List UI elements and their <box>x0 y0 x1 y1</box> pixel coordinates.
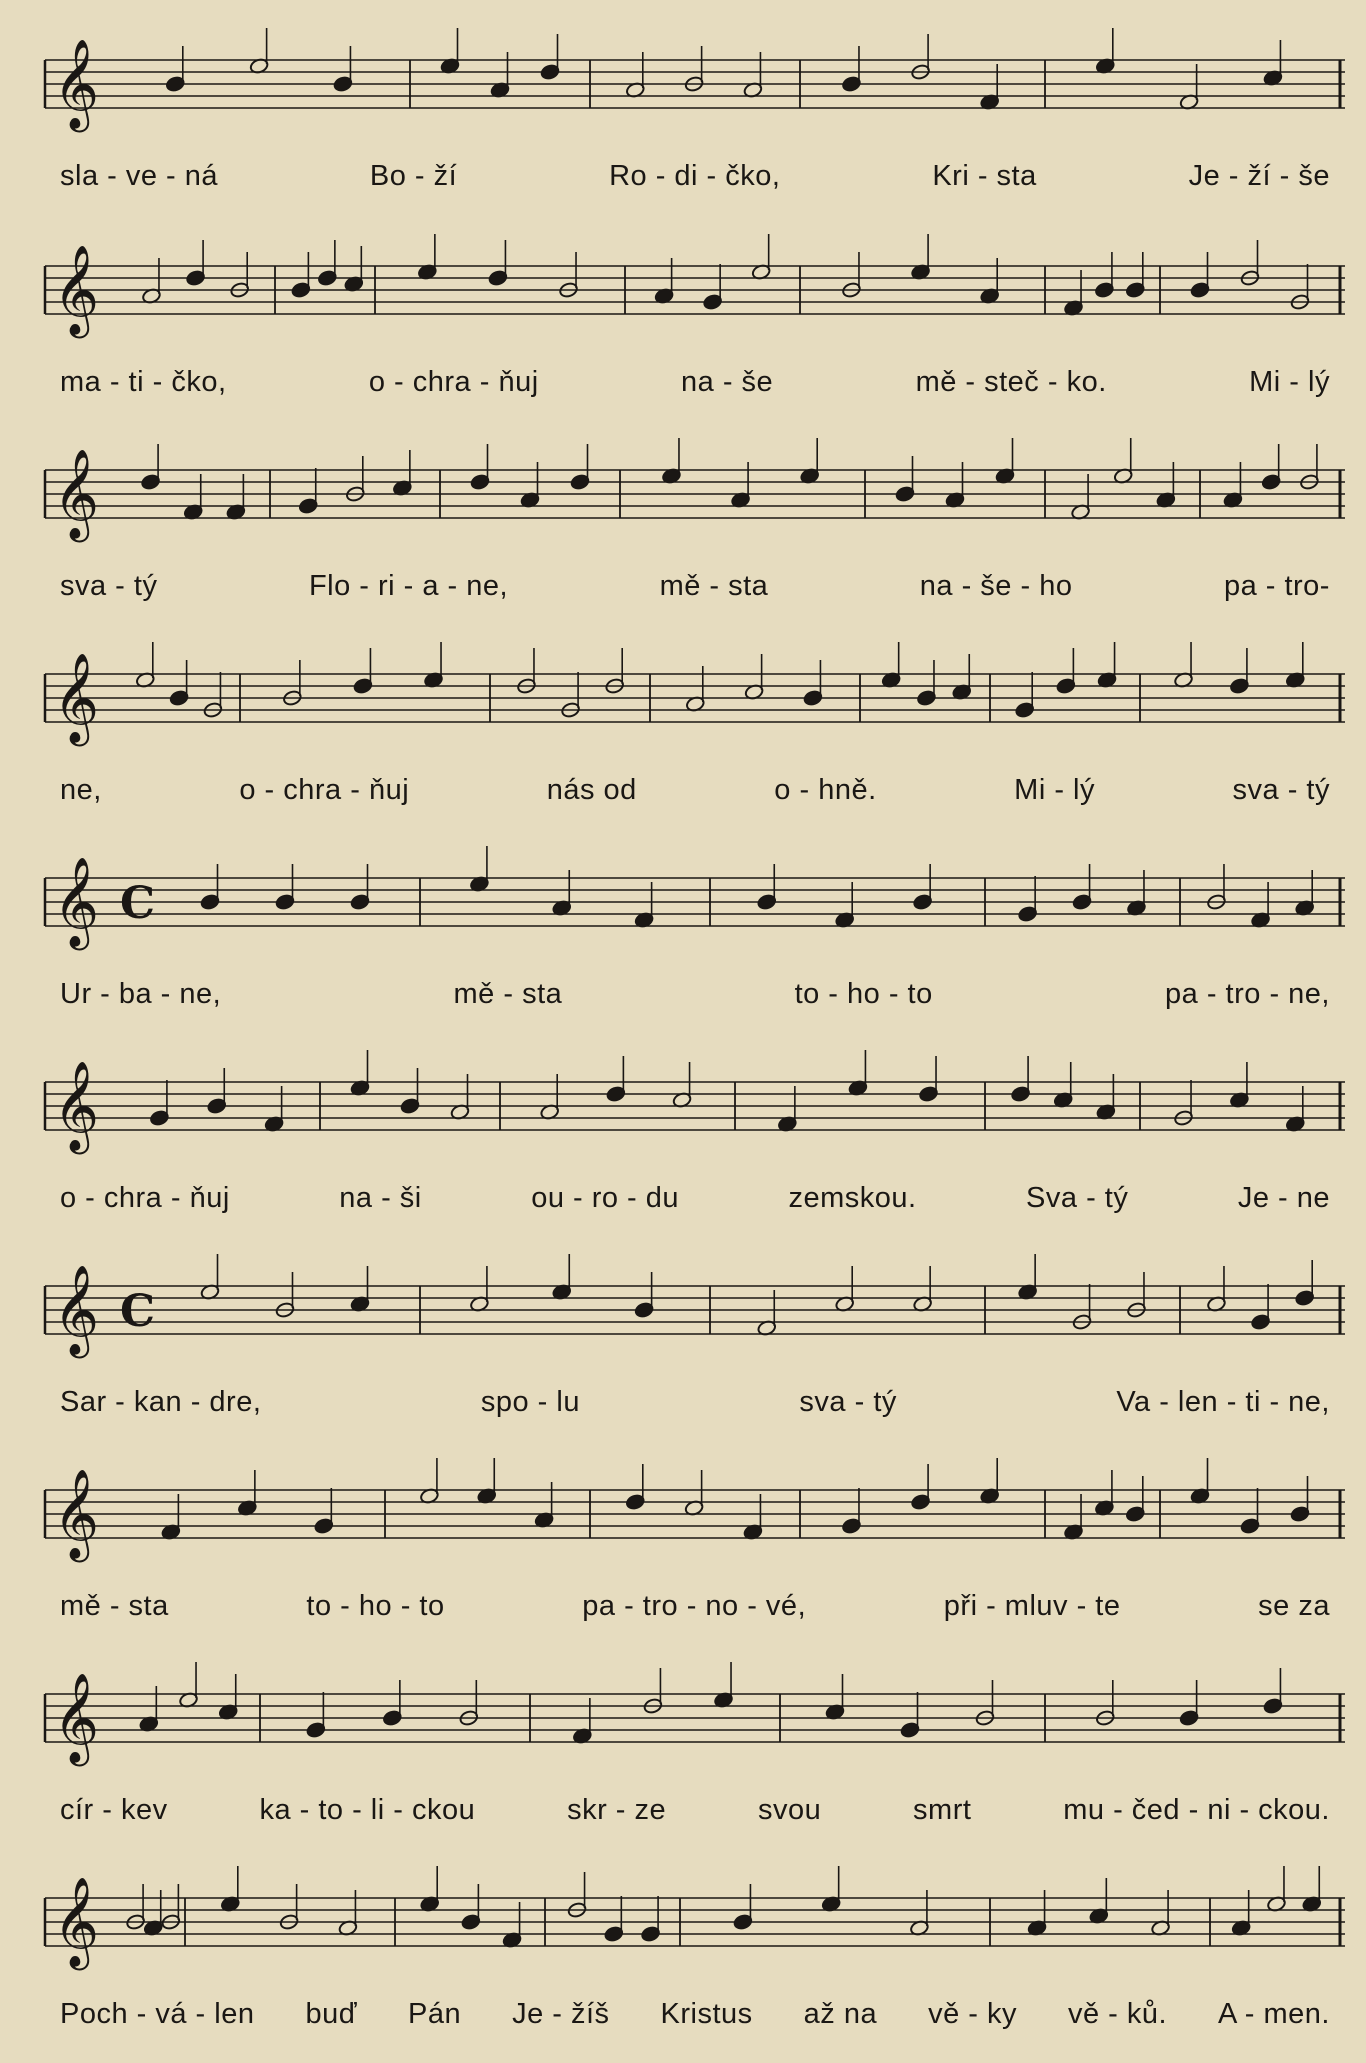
lyric-word: mu - čed - ni - ckou. <box>1063 1794 1330 1826</box>
treble-clef-icon: 𝄞 <box>53 449 100 539</box>
lyrics-line <box>60 570 1330 603</box>
staff <box>0 1246 1366 1381</box>
staff <box>0 1450 1366 1585</box>
lyric-word: pa - tro - no - vé, <box>582 1590 807 1622</box>
lyric-word: Flo - ri - a - ne, <box>308 570 509 602</box>
lyric-word: sva - tý <box>1232 774 1330 806</box>
staff <box>0 226 1366 361</box>
music-system-7 <box>0 1246 1366 1451</box>
lyric-word: A - men. <box>1218 1998 1330 2030</box>
lyrics-line <box>60 1794 1330 1827</box>
lyric-word: spo - lu <box>480 1386 580 1418</box>
lyric-word: Sar - kan - dre, <box>60 1386 262 1418</box>
lyric-word: se za <box>1258 1590 1330 1622</box>
lyric-word: mě - sta <box>659 570 769 602</box>
lyric-word: při - mluv - te <box>943 1590 1121 1622</box>
lyrics-line <box>60 366 1330 399</box>
lyric-word: sva - tý <box>799 1386 897 1418</box>
music-system-3 <box>0 430 1366 635</box>
lyric-word: Ur - ba - ne, <box>60 978 222 1010</box>
lyric-word: ma - ti - čko, <box>60 366 227 398</box>
music-system-2 <box>0 226 1366 431</box>
staff <box>0 838 1366 973</box>
lyric-word: nás od <box>546 774 637 806</box>
lyric-word: svou <box>757 1794 822 1826</box>
lyrics-line <box>60 978 1330 1011</box>
lyric-word: mě - steč - ko. <box>915 366 1107 398</box>
treble-clef-icon: 𝄞 <box>53 1265 100 1355</box>
lyric-word: o - hně. <box>774 774 877 806</box>
lyric-word: Mi - lý <box>1014 774 1095 806</box>
treble-clef-icon: 𝄞 <box>53 1673 100 1763</box>
lyric-word: cír - kev <box>60 1794 168 1826</box>
lyric-word: Kristus <box>660 1998 753 2030</box>
lyric-word: Je - ne <box>1237 1182 1330 1214</box>
lyric-word: vě - ků. <box>1067 1998 1168 2030</box>
lyric-word: buď <box>305 1998 358 2030</box>
staff <box>0 1654 1366 1789</box>
lyric-word: pa - tro - ne, <box>1165 978 1330 1010</box>
music-system-6 <box>0 1042 1366 1247</box>
lyric-word: Pán <box>408 1998 462 2030</box>
lyric-word: Poch - vá - len <box>60 1998 255 2030</box>
lyrics-line <box>60 774 1330 807</box>
treble-clef-icon: 𝄞 <box>53 1061 100 1151</box>
lyric-word: Ro - di - čko, <box>609 160 781 192</box>
lyric-word: Mi - lý <box>1249 366 1330 398</box>
treble-clef-icon: 𝄞 <box>53 1877 100 1967</box>
lyric-word: Je - ží - še <box>1188 160 1330 192</box>
lyrics-line <box>60 1590 1330 1623</box>
lyric-word: ne, <box>60 774 102 806</box>
lyric-word: mě - sta <box>60 1590 169 1622</box>
lyric-word: Va - len - ti - ne, <box>1116 1386 1330 1418</box>
treble-clef-icon: 𝄞 <box>53 39 100 129</box>
common-time-icon: C <box>120 1286 156 1337</box>
lyric-word: na - še - ho <box>919 570 1073 602</box>
lyric-word: mě - sta <box>453 978 563 1010</box>
lyric-word: Sva - tý <box>1026 1182 1129 1214</box>
staff <box>0 1858 1366 1993</box>
lyric-word: skr - ze <box>567 1794 667 1826</box>
lyric-word: sva - tý <box>60 570 158 602</box>
lyric-word: ou - ro - du <box>531 1182 680 1214</box>
lyrics-line <box>60 1182 1330 1215</box>
staff <box>0 430 1366 565</box>
lyric-word: Bo - ží <box>369 160 458 192</box>
lyric-word: pa - tro- <box>1223 570 1330 602</box>
lyric-word: až na <box>803 1998 878 2030</box>
lyric-word: o - chra - ňuj <box>368 366 539 398</box>
lyrics-line <box>60 1998 1330 2031</box>
music-system-4 <box>0 634 1366 839</box>
lyric-word: to - ho - to <box>306 1590 445 1622</box>
lyric-word: to - ho - to <box>794 978 933 1010</box>
lyric-word: na - še <box>681 366 774 398</box>
lyric-word: o - chra - ňuj <box>60 1182 230 1214</box>
lyric-word: Je - žíš <box>512 1998 610 2030</box>
lyric-word: ka - to - li - ckou <box>259 1794 476 1826</box>
treble-clef-icon: 𝄞 <box>53 1469 100 1559</box>
lyric-word: o - chra - ňuj <box>239 774 410 806</box>
music-system-9 <box>0 1654 1366 1859</box>
staff <box>0 1042 1366 1177</box>
treble-clef-icon: 𝄞 <box>53 245 100 335</box>
lyrics-line <box>60 160 1330 193</box>
staff <box>0 20 1366 155</box>
lyrics-line <box>60 1386 1330 1419</box>
lyric-word: vě - ky <box>928 1998 1017 2030</box>
treble-clef-icon: 𝄞 <box>53 653 100 743</box>
staff <box>0 634 1366 769</box>
common-time-icon: C <box>120 878 156 929</box>
lyric-word: na - ši <box>339 1182 422 1214</box>
music-system-1 <box>0 20 1366 225</box>
treble-clef-icon: 𝄞 <box>53 857 100 947</box>
lyric-word: sla - ve - ná <box>60 160 218 192</box>
lyric-word: smrt <box>913 1794 972 1826</box>
music-system-5 <box>0 838 1366 1043</box>
music-system-8 <box>0 1450 1366 1655</box>
lyric-word: zemskou. <box>788 1182 917 1214</box>
lyric-word: Kri - sta <box>932 160 1037 192</box>
music-system-10 <box>0 1858 1366 2063</box>
